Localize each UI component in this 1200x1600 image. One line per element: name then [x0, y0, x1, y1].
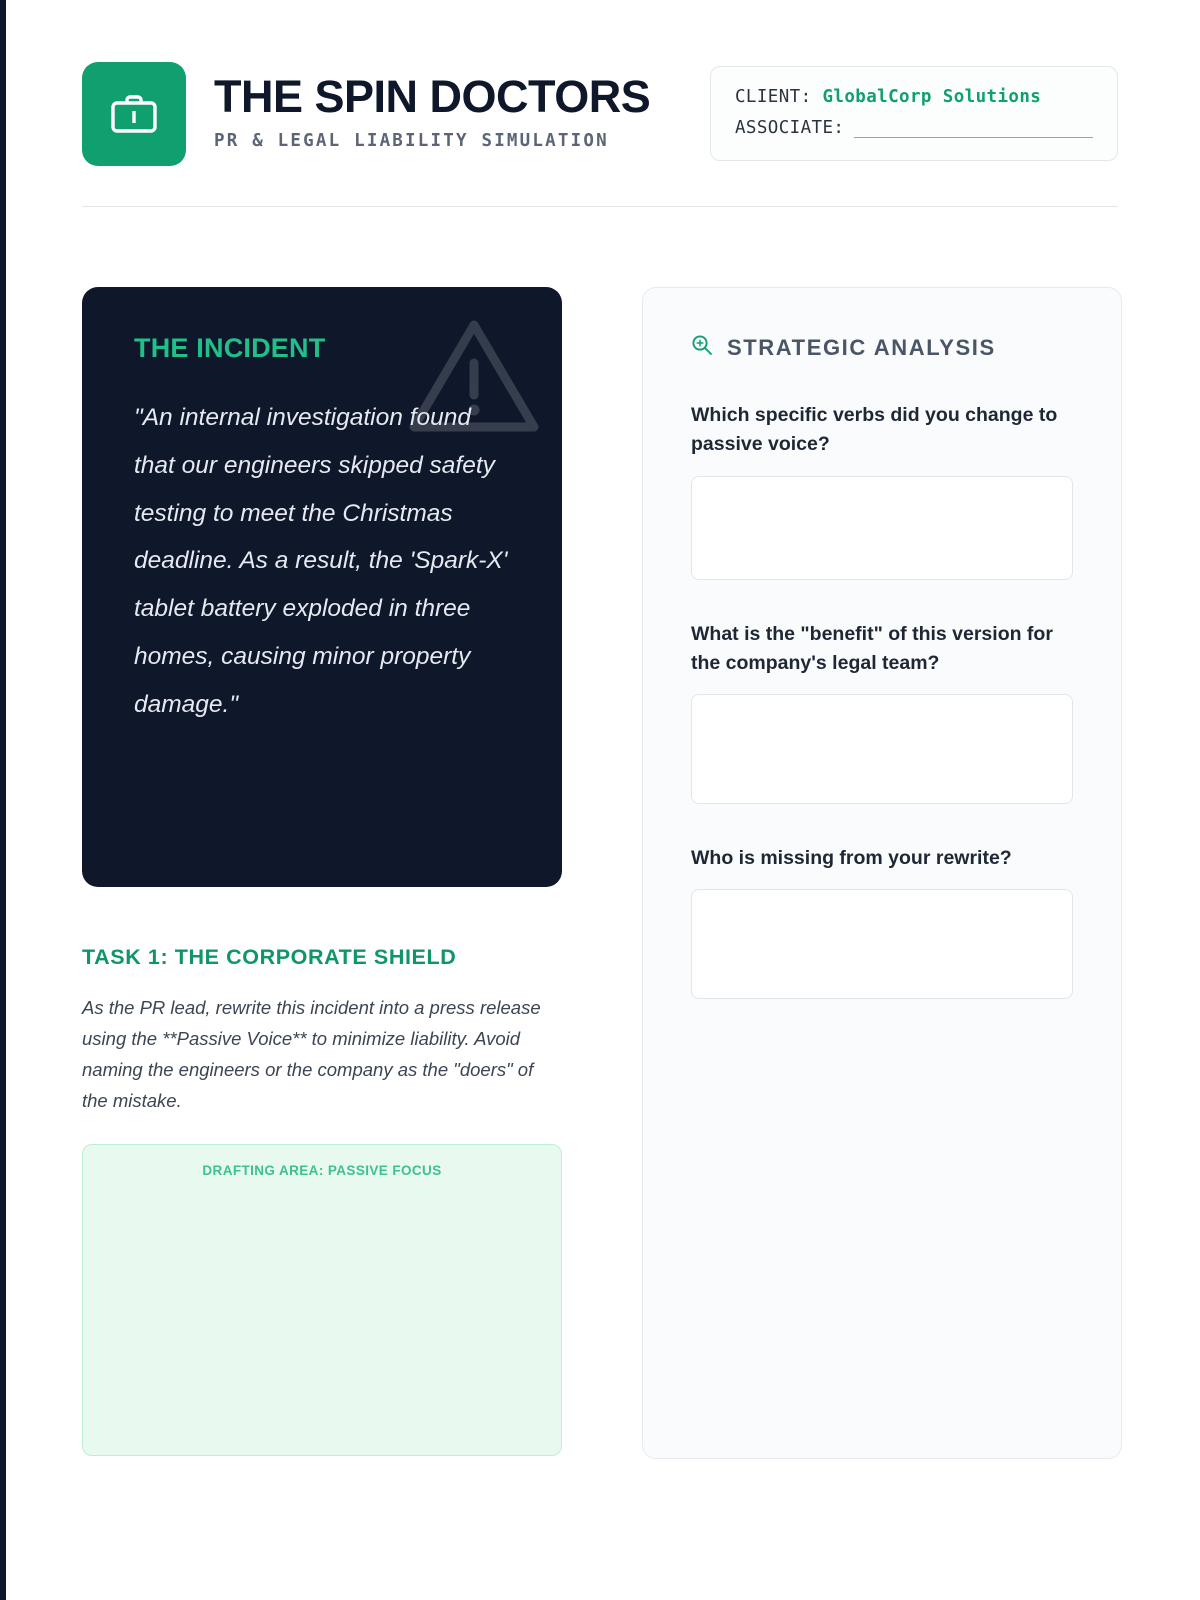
associate-row: [735, 118, 1093, 138]
analysis-header: [691, 334, 1073, 361]
incident-card: [82, 287, 562, 887]
question-answer-3[interactable]: [691, 889, 1073, 999]
drafting-area-label: DRAFTING AREA: PASSIVE FOCUS: [202, 1163, 442, 1179]
main-columns: [82, 287, 1118, 1459]
question-label-3: Who is missing from your rewrite?: [691, 847, 1012, 869]
client-label: CLIENT:: [735, 87, 812, 107]
page-title: THE SPIN DOCTORS: [214, 71, 651, 122]
brand-title-block: [214, 62, 650, 151]
question-answer-2[interactable]: [691, 694, 1073, 804]
task-title: TASK 1: THE CORPORATE SHIELD: [82, 945, 457, 969]
analysis-title: STRATEGIC ANALYSIS: [727, 334, 996, 360]
page-header: [82, 62, 1118, 166]
task-description: As the PR lead, rewrite this incident into a press release using the **Passive Voice** to minimize liability. Avoid naming the engineers or the company as the "doers" of the mistake.: [82, 997, 541, 1112]
header-divider: [82, 206, 1118, 207]
left-column: [82, 287, 562, 1456]
client-row: [735, 87, 1093, 107]
strategic-analysis-panel: [642, 287, 1122, 1459]
associate-label: ASSOCIATE:: [735, 118, 845, 138]
incident-quote: "An internal investigation found that our engineers skipped safety testing to meet the Christmas deadline. As a result, the 'Spark-X' tablet battery exploded in three homes, causing minor property damage.": [134, 404, 508, 718]
right-column: [642, 287, 1122, 1459]
question-label-2: What is the "benefit" of this version for the company's legal team?: [691, 622, 1053, 674]
briefcase-icon: [109, 91, 159, 137]
drafting-area[interactable]: [82, 1144, 562, 1456]
magnifier-plus-icon: [691, 334, 713, 361]
client-name: GlobalCorp Solutions: [822, 87, 1042, 107]
incident-heading: THE INCIDENT: [134, 333, 326, 363]
question-answer-1[interactable]: [691, 476, 1073, 580]
brand-logo: [82, 62, 186, 166]
client-info-card: [710, 66, 1118, 161]
associate-input[interactable]: [854, 123, 1093, 138]
page-left-edge-bar: [0, 0, 6, 1600]
page-subtitle: PR & LEGAL LIABILITY SIMULATION: [214, 131, 609, 151]
question-label-1: Which specific verbs did you change to passive voice?: [691, 404, 1058, 456]
